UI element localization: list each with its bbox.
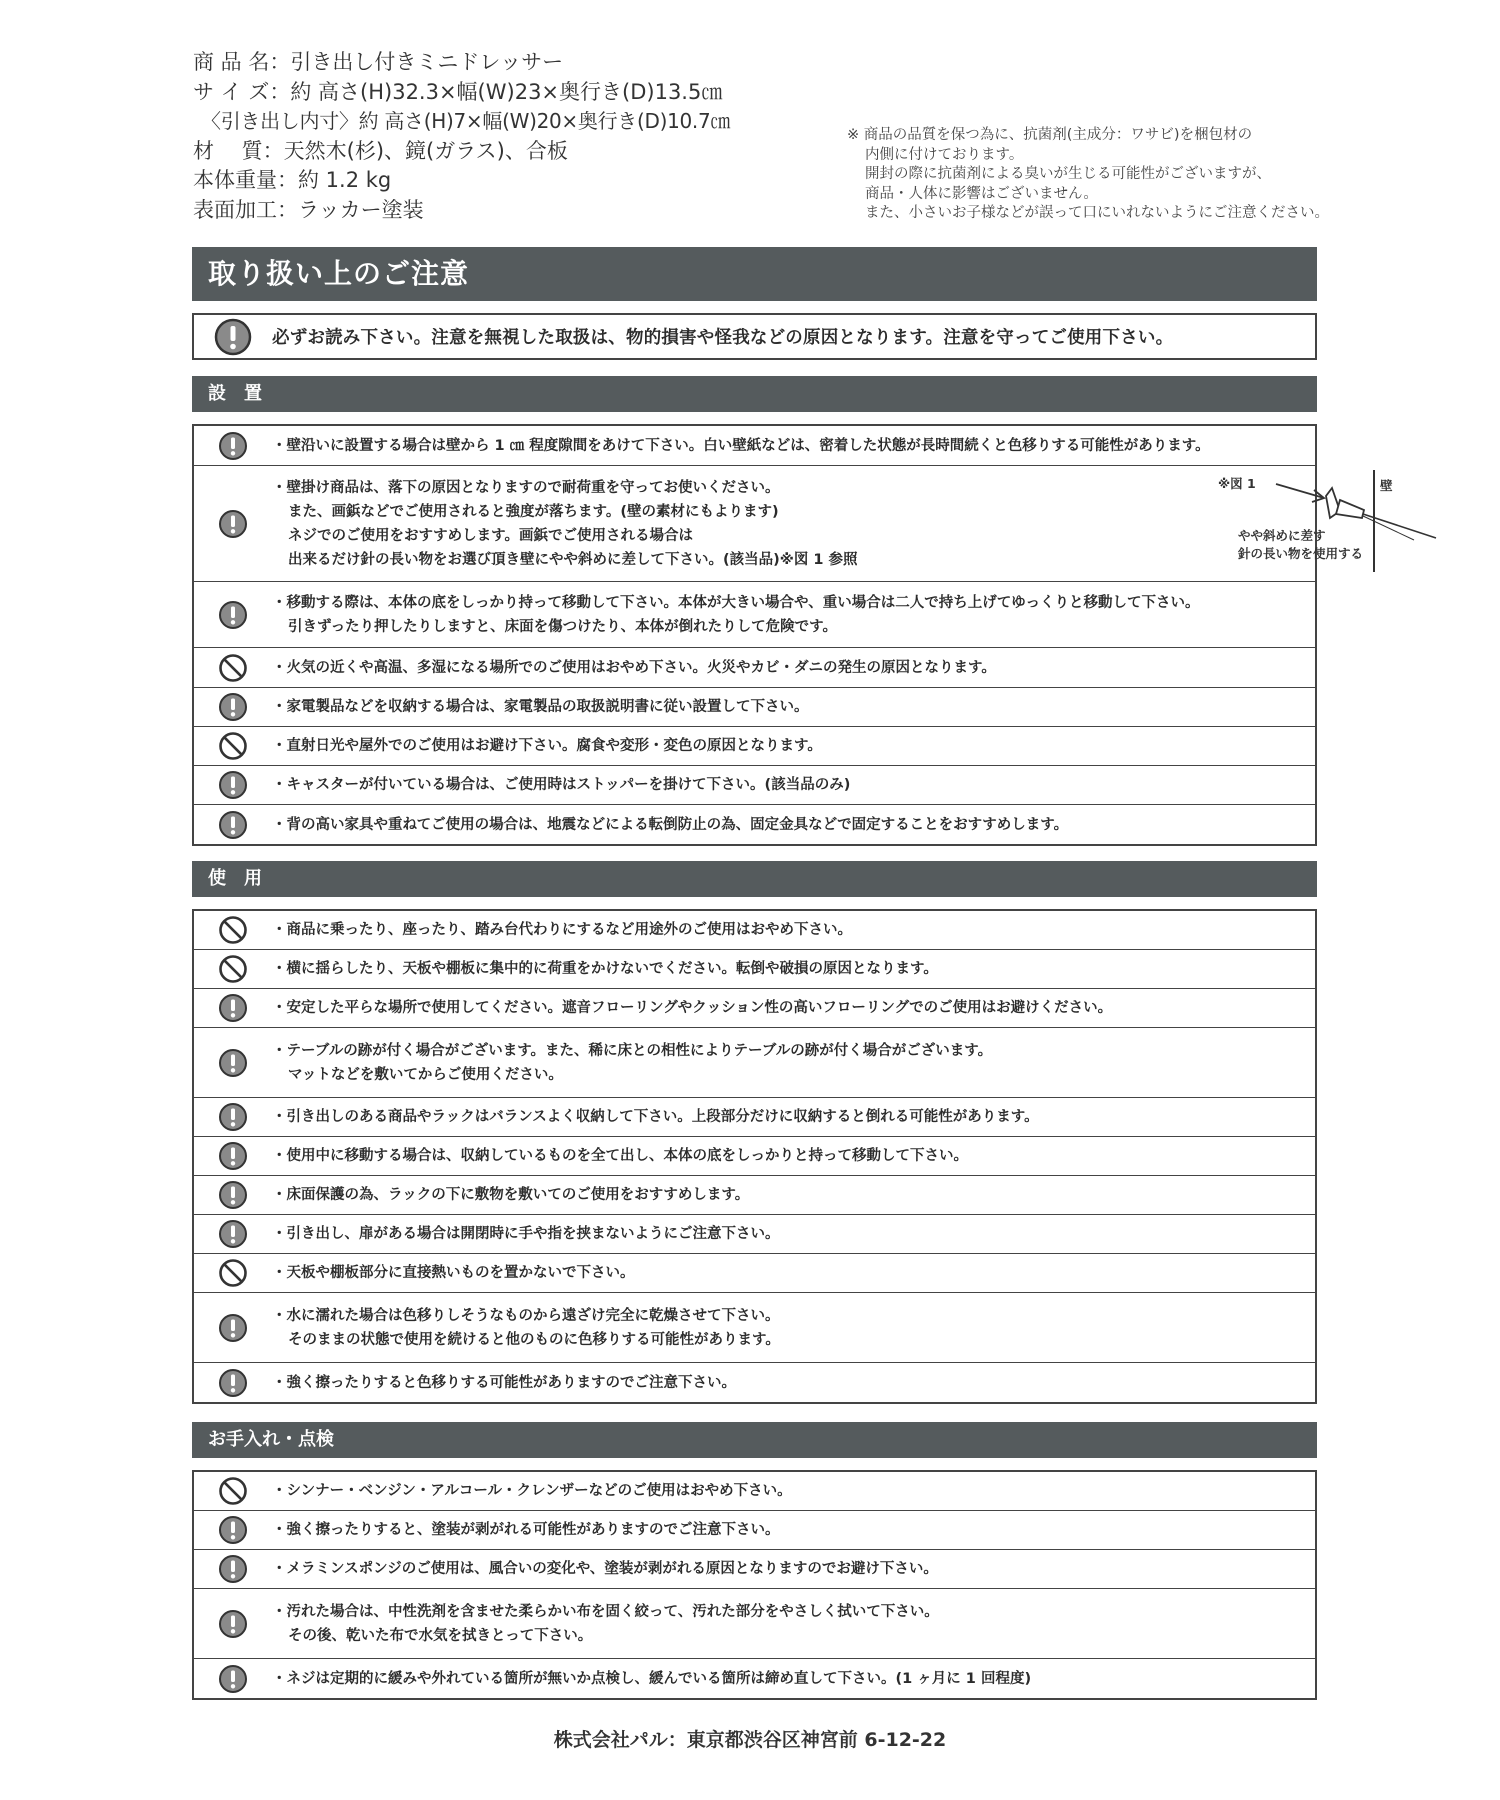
- section-list: [192, 424, 1393, 846]
- caution-line: ・ ネジは定期的に緩みや外れている箇所が無いか点検し、緩んでいる箇所は締め直して下さい。(1 ヶ月に 1 回程度): [272, 1667, 1031, 1691]
- note-line: 商品・人体に影響はございません。: [865, 185, 1098, 202]
- caution-text: [272, 996, 1112, 1020]
- pushpin-diagram: [1214, 466, 1454, 580]
- exclamation-icon: [218, 810, 248, 840]
- caution-item: [194, 1215, 1315, 1254]
- caution-line: ・ 強く擦ったりすると色移りする可能性がありますのでご注意下さい。: [272, 1371, 736, 1395]
- caution-item: [194, 1254, 1315, 1293]
- warning-banner: [192, 313, 1317, 360]
- exclamation-icon: [218, 1313, 248, 1343]
- prohibit-icon: [218, 954, 248, 984]
- caution-text: [272, 1105, 1039, 1129]
- caution-line: ・ 商品に乗ったり、座ったり、踏み台代わりにするなど用途外のご使用はおやめ下さい。: [272, 918, 852, 942]
- caution-item: [194, 466, 1393, 582]
- caution-item: [194, 727, 1315, 766]
- caution-line: そのままの状態で使用を続けると他のものに色移りする可能性があります。: [288, 1331, 780, 1348]
- caution-text: [272, 918, 852, 942]
- exclamation-icon: [218, 509, 248, 539]
- pin-figure: [1214, 466, 1454, 580]
- exclamation-icon: [218, 692, 248, 722]
- section-list: [192, 909, 1317, 1404]
- caution-line: ・ 引き出し、扉がある場合は開閉時に手や指を挟まないようにご注意下さい。: [272, 1222, 780, 1246]
- caution-item: [194, 1659, 1315, 1698]
- spec-material: 材 質：天然木(杉)、鏡(ガラス)、合板: [193, 138, 568, 163]
- caution-line: ・ 背の高い家具や重ねてご使用の場合は、地震などによる転倒防止の為、固定金具などで固定することをおすすめします。: [272, 813, 1068, 837]
- caution-line: ・ 水に濡れた場合は色移りしそうなものから遠ざけ完全に乾燥させて下さい。: [272, 1304, 780, 1328]
- caution-item: [194, 1472, 1315, 1511]
- exclamation-icon: [218, 1219, 248, 1249]
- caution-line: ・ 引き出しのある商品やラックはバランスよく収納して下さい。上段部分だけに収納すると倒れる可能性があります。: [272, 1105, 1039, 1129]
- exclamation-icon: [218, 1554, 248, 1584]
- caution-text: [272, 695, 809, 719]
- note-line: また、小さいお子様などが誤って口にいれないようにご注意ください。: [865, 205, 1329, 221]
- caution-item: [194, 426, 1315, 466]
- figure-label: ※図 1: [1218, 476, 1256, 491]
- caution-line: ・ 火気の近くや高温、多湿になる場所でのご使用はおやめ下さい。火災やカビ・ダニの発生の原因となります。: [272, 656, 996, 680]
- spec-finish: 表面加工：ラッカー塗装: [193, 197, 424, 222]
- caution-item: [194, 989, 1315, 1028]
- prohibit-icon: [218, 653, 248, 683]
- caution-text: [272, 1039, 992, 1087]
- note-line: 内側に付けております。: [865, 146, 1024, 163]
- exclamation-icon: [218, 600, 248, 630]
- spec-weight: 本体重量：約 1.2 kg: [193, 168, 392, 192]
- caution-line: ・ 移動する際は、本体の底をしっかり持って移動して下さい。本体が大きい場合や、重い場合は二人で持ち上げてゆっくりと移動して下さい。: [272, 591, 1200, 615]
- caution-text: [272, 1479, 792, 1503]
- caution-text: [272, 434, 1210, 458]
- caution-text: [272, 1557, 938, 1581]
- exclamation-icon: [218, 1515, 248, 1545]
- caution-text: [272, 813, 1068, 837]
- note-line: 開封の際に抗菌剤による臭いが生じる可能性がございますが、: [865, 166, 1271, 182]
- caution-text: [272, 476, 858, 572]
- prohibit-icon: [218, 1476, 248, 1506]
- caution-item: [194, 1028, 1315, 1098]
- exclamation-icon: [214, 318, 252, 356]
- caution-text: [272, 1222, 780, 1246]
- caution-text: [272, 1667, 1031, 1691]
- caution-line: 引きずったり押したりしますと、床面を傷つけたり、本体が倒れたりして危険です。: [288, 618, 837, 635]
- caution-line: ・ 家電製品などを収納する場合は、家電製品の取扱説明書に従い設置して下さい。: [272, 695, 809, 719]
- caution-text: [272, 957, 938, 981]
- prohibit-icon: [218, 731, 248, 761]
- caution-item: [194, 911, 1315, 950]
- caution-line: ・ 床面保護の為、ラックの下に敷物を敷いてのご使用をおすすめします。: [272, 1183, 749, 1207]
- exclamation-icon: [218, 1368, 248, 1398]
- caution-text: [272, 1144, 968, 1168]
- caution-line: ・ 安定した平らな場所で使用してください。遮音フローリングやクッション性の高いフローリングでのご使用はお避けください。: [272, 996, 1112, 1020]
- exclamation-icon: [218, 431, 248, 461]
- caution-line: ・ 強く擦ったりすると、塗装が剥がれる可能性がありますのでご注意下さい。: [272, 1518, 780, 1542]
- caution-text: [272, 1518, 780, 1542]
- caution-text: [272, 591, 1200, 639]
- caution-line: また、画鋲などでご使用されると強度が落ちます。(壁の素材にもよります): [288, 503, 779, 520]
- caution-line: ・ 直射日光や屋外でのご使用はお避け下さい。腐食や変形・変色の原因となります。: [272, 734, 822, 758]
- exclamation-icon: [218, 1180, 248, 1210]
- caution-line: ・ 横に揺らしたり、天板や棚板に集中的に荷重をかけないでください。転倒や破損の原因となります。: [272, 957, 938, 981]
- exclamation-icon: [218, 1141, 248, 1171]
- antibacterial-note: [847, 126, 1329, 224]
- exclamation-icon: [218, 1102, 248, 1132]
- caution-item: [194, 1098, 1315, 1137]
- prohibit-icon: [218, 1258, 248, 1288]
- exclamation-icon: [218, 1048, 248, 1078]
- caution-item: [194, 582, 1315, 648]
- caution-text: [272, 1261, 635, 1285]
- caution-line: ・ メラミンスポンジのご使用は、風合いの変化や、塗装が剥がれる原因となりますのでお避け下さい。: [272, 1557, 938, 1581]
- caution-line: ・ 天板や棚板部分に直接熱いものを置かないで下さい。: [272, 1261, 635, 1285]
- section-list: [192, 1470, 1317, 1700]
- caution-item: [194, 1293, 1315, 1363]
- caution-line: マットなどを敷いてからご使用ください。: [288, 1066, 563, 1083]
- exclamation-icon: [218, 993, 248, 1023]
- caution-item: [194, 1550, 1315, 1589]
- caution-line: ・ シンナー・ベンジン・アルコール・クレンザーなどのご使用はおやめ下さい。: [272, 1479, 792, 1503]
- caution-text: [272, 734, 822, 758]
- caution-item: [194, 805, 1315, 844]
- company-footer: 株式会社パル：東京都渋谷区神宮前 6-12-22: [553, 1729, 947, 1751]
- caution-line: ・ キャスターが付いている場合は、ご使用時はストッパーを掛けて下さい。(該当品のみ): [272, 773, 850, 797]
- caution-item: [194, 1137, 1315, 1176]
- caution-text: [272, 773, 850, 797]
- section-header: 使 用: [192, 861, 1317, 897]
- caution-item: [194, 1176, 1315, 1215]
- prohibit-icon: [218, 915, 248, 945]
- caution-line: その後、乾いた布で水気を拭きとって下さい。: [288, 1627, 593, 1644]
- exclamation-icon: [218, 1664, 248, 1694]
- figure-caption: やや斜めに差す: [1238, 528, 1326, 543]
- spec-name: 商 品 名：引き出し付きミニドレッサー: [193, 50, 564, 74]
- wall-label: 壁: [1380, 478, 1393, 493]
- caution-text: [272, 1183, 749, 1207]
- caution-text: [272, 656, 996, 680]
- product-spec: [193, 48, 833, 225]
- section-header: 設 置: [192, 376, 1317, 412]
- caution-item: [194, 688, 1315, 727]
- caution-item: [194, 1363, 1315, 1402]
- caution-item: [194, 766, 1315, 805]
- caution-line: ・ 壁掛け商品は、落下の原因となりますので耐荷重を守ってお使いください。: [272, 476, 858, 500]
- caution-text: [272, 1371, 736, 1395]
- caution-line: 出来るだけ針の長い物をお選び頂き壁にやや斜めに差して下さい。(該当品)※図 1 参照: [288, 551, 858, 568]
- warning-text: 必ずお読み下さい。注意を無視した取扱は、物的損害や怪我などの原因となります。注意を守ってご使用下さい。: [272, 328, 1174, 348]
- spec-drawer-size: 〈引き出し内寸〉約 高さ(H)7×幅(W)20×奥行き(D)10.7㎝: [201, 109, 731, 133]
- caution-line: ・ 汚れた場合は、中性洗剤を含ませた柔らかい布を固く絞って、汚れた部分をやさしく拭いて下さい。: [272, 1600, 939, 1624]
- caution-line: ・ 壁沿いに設置する場合は壁から 1 ㎝ 程度隙間をあけて下さい。白い壁紙などは、密着した状態が長時間続くと色移りする可能性があります。: [272, 434, 1210, 458]
- exclamation-icon: [218, 770, 248, 800]
- caution-item: [194, 950, 1315, 989]
- caution-line: ・ テーブルの跡が付く場合がございます。また、稀に床との相性によりテーブルの跡が付く場合がございます。: [272, 1039, 992, 1063]
- page-title: 取り扱い上のご注意: [192, 247, 1317, 301]
- section-header: お手入れ・点検: [192, 1422, 1317, 1458]
- figure-caption: 針の長い物を使用する: [1238, 546, 1364, 561]
- note-line: ※ 商品の品質を保つ為に、抗菌剤(主成分：ワサビ)を梱包材の: [847, 127, 1253, 143]
- caution-item: [194, 648, 1315, 688]
- caution-text: [272, 1600, 939, 1648]
- caution-line: ネジでのご使用をおすすめします。画鋲でご使用される場合は: [288, 527, 693, 544]
- caution-line: ・ 使用中に移動する場合は、収納しているものを全て出し、本体の底をしっかりと持って移動して下さい。: [272, 1144, 968, 1168]
- caution-text: [272, 1304, 780, 1352]
- caution-item: [194, 1589, 1315, 1659]
- exclamation-icon: [218, 1609, 248, 1639]
- spec-size: サ イ ズ：約 高さ(H)32.3×幅(W)23×奥行き(D)13.5㎝: [193, 79, 723, 104]
- caution-item: [194, 1511, 1315, 1550]
